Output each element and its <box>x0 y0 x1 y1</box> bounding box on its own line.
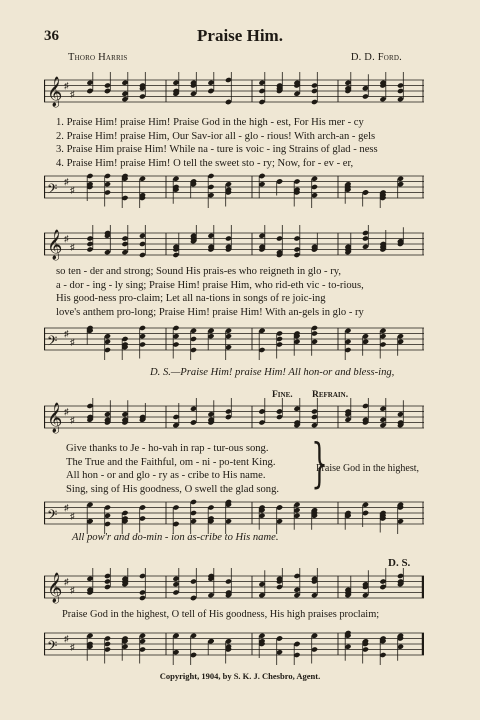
svg-text:♯: ♯ <box>70 414 75 425</box>
refrain-marker: Refrain. <box>312 390 349 400</box>
ds-lyric-line: D. S.—Praise Him! praise Him! All hon-or and bless-ing, <box>150 367 395 378</box>
final-lyric-line: Praise God in the highest, O tell of His goodness, His high praises proclaim; <box>62 609 380 620</box>
svg-text:♯: ♯ <box>64 406 69 417</box>
music-credit: D. D. Ford. <box>350 52 402 63</box>
verse-brace: } <box>311 434 328 494</box>
verse-block-1 <box>56 116 416 170</box>
svg-text:𝄞: 𝄞 <box>47 230 63 260</box>
svg-text:𝄞: 𝄞 <box>47 403 63 433</box>
treble-staff-1 <box>44 72 424 114</box>
svg-text:♯: ♯ <box>70 184 75 195</box>
verse-2-line-3: The True and the Faithful, om - ni - po-tent King. <box>66 456 276 468</box>
svg-text:♯: ♯ <box>70 241 75 252</box>
treble-staff-3 <box>44 398 424 440</box>
svg-text:𝄢: 𝄢 <box>47 507 58 526</box>
treble-staff-4 <box>44 568 424 610</box>
verse-3-line-3: All hon - or and glo - ry as - cribe to His name. <box>66 470 266 482</box>
svg-text:𝄢: 𝄢 <box>47 181 58 200</box>
svg-text:𝄢: 𝄢 <box>47 638 58 657</box>
svg-text:♯: ♯ <box>64 80 69 91</box>
bass-staff-2 <box>44 320 424 360</box>
treble-staff-2 <box>44 225 424 267</box>
fine-marker: Fine. <box>272 390 293 400</box>
verse-3-line-1: 3. Praise Him praise Him! While na - ture is voic - ing Strains of glad - ness <box>56 144 378 156</box>
svg-text:♯: ♯ <box>64 633 69 644</box>
svg-text:♯: ♯ <box>70 336 75 347</box>
verse-2-line-2: a - dor - ing - ly sing; Praise Him! praise Him, who rid-eth vic - to-rious, <box>56 279 364 291</box>
ds-marker: D. S. <box>388 557 411 569</box>
svg-text:𝄢: 𝄢 <box>47 333 58 352</box>
svg-text:♯: ♯ <box>70 510 75 521</box>
words-credit: Thoro Harris <box>68 52 128 63</box>
verse-1-line-3: Give thanks to Je - ho-vah in rap - tur-ous song. <box>66 443 269 454</box>
svg-text:♯: ♯ <box>64 328 69 339</box>
verse-block-2 <box>56 265 416 319</box>
bass-staff-1 <box>44 168 424 208</box>
verse-4-line-2: love's anthem pro-long; Praise Him! praise Him! With an-gels in glo - ry <box>56 306 364 318</box>
svg-text:♯: ♯ <box>64 502 69 513</box>
hymn-title: Praise Him. <box>197 26 283 45</box>
verse-1-line-2: so ten - der and strong; Sound His prais-es who reigneth in glo - ry, <box>56 266 342 277</box>
refrain-text: Praise God in the highest, <box>316 463 420 474</box>
bass-staff-4 <box>44 625 424 665</box>
svg-text:♯: ♯ <box>64 576 69 587</box>
verse-2-line-1: 2. Praise Him! praise Him, Our Sav-ior all - glo - rious! With arch-an - gels <box>56 130 376 142</box>
svg-text:♯: ♯ <box>70 641 75 652</box>
svg-text:𝄞: 𝄞 <box>47 77 63 107</box>
verse-3-line-2: His good-ness pro-claim; Let all na-tions in songs of re joic-ing <box>56 293 326 305</box>
svg-text:♯: ♯ <box>70 88 75 99</box>
verse-4-line-1: 4. Praise Him! praise Him! O tell the sweet sto - ry; Now, for - ev - er, <box>56 157 354 169</box>
verse-1-line-1: 1. Praise Him! praise Him! Praise God in the high - est, For His mer - cy <box>56 117 364 128</box>
bass-staff-3 <box>44 494 424 534</box>
svg-text:♯: ♯ <box>64 176 69 187</box>
page-number: 36 <box>44 28 59 44</box>
refrain-bottom-line: All pow'r and do-min - ion as-cribe to His name. <box>72 532 279 543</box>
svg-text:𝄞: 𝄞 <box>47 573 63 603</box>
svg-text:♯: ♯ <box>64 233 69 244</box>
verse-4-line-3: Sing, sing of His goodness, O swell the glad song. <box>66 483 280 495</box>
copyright-notice: Copyright, 1904, by S. K. J. Chesbro, Agent. <box>159 671 321 681</box>
svg-text:♯: ♯ <box>70 584 75 595</box>
